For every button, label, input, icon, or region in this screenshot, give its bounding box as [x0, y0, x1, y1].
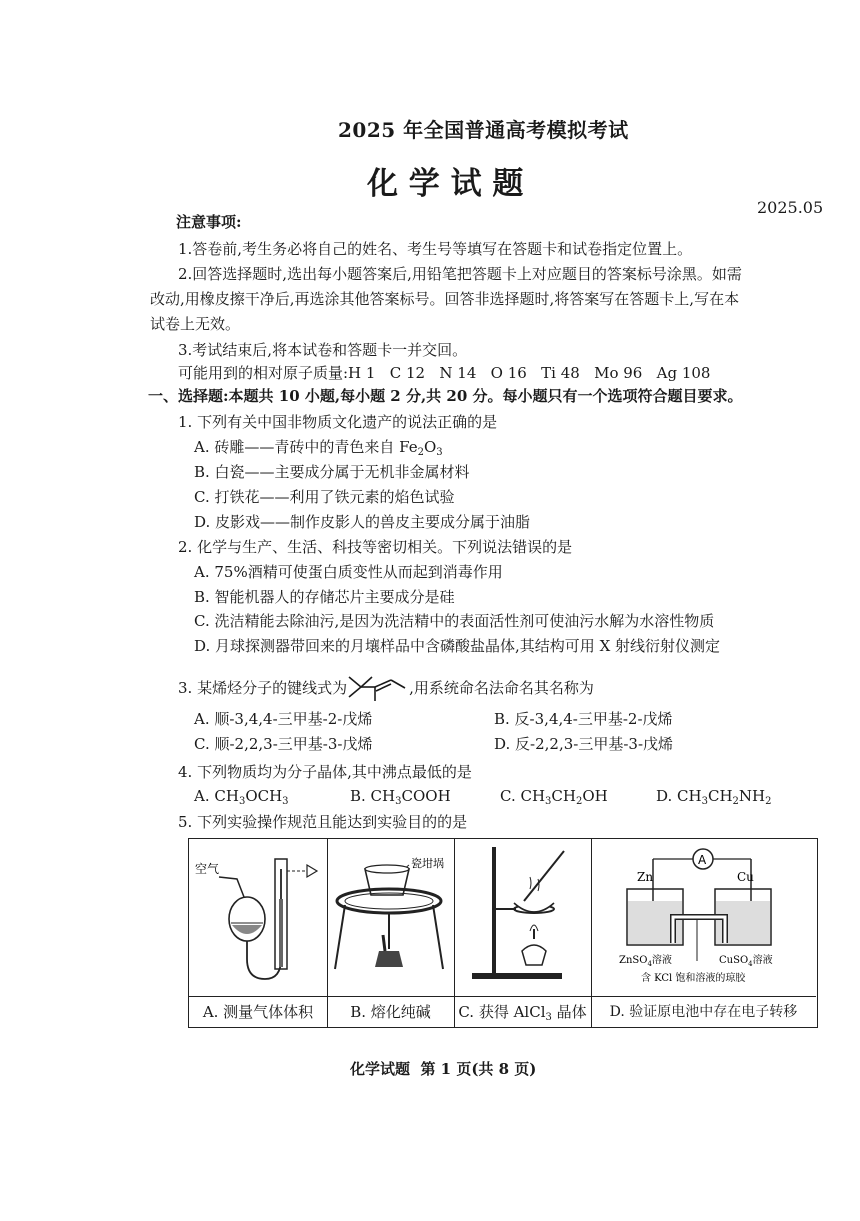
- notice-item-2-line-2: 改动,用橡皮擦干净后,再选涂其他答案标号。回答非选择题时,将答案写在答题卡上,写在本: [150, 290, 740, 308]
- panel-a-label: A. 测量气体体积: [189, 996, 327, 1027]
- notice-item-2-line-1: 2.回答选择题时,选出每小题答案后,用铅笔把答题卡上对应题目的答案标号涂黑。如需: [178, 265, 742, 283]
- notice-item-2-line-3: 试卷上无效。: [150, 315, 241, 333]
- q4-stem: 4. 下列物质均为分子晶体,其中沸点最低的是: [178, 763, 472, 781]
- crucible-heating-illustration: [327, 839, 454, 997]
- q2-option-c: C. 洗洁精能去除油污,是因为洗洁精中的表面活性剂可使油污水解为水溶性物质: [194, 612, 715, 630]
- q2-option-b: B. 智能机器人的存储芯片主要成分是硅: [194, 588, 455, 606]
- atomic-mass-line: 可能用到的相对原子质量:H 1 C 12 N 14 O 16 Ti 48 Mo 96 Ag 108: [178, 364, 711, 382]
- gas-volume-apparatus-illustration: [189, 839, 327, 997]
- section-heading: 一、选择题:本题共 10 小题,每小题 2 分,共 20 分。每小题只有一个选项符合题目要求。: [148, 387, 743, 405]
- notice-heading: 注意事项:: [176, 213, 242, 231]
- air-label: 空气: [195, 862, 220, 876]
- q3-option-c: C. 顺-2,2,3-三甲基-3-戊烯: [194, 735, 373, 753]
- q2-option-a: A. 75%酒精可使蛋白质变性从而起到消毒作用: [194, 563, 503, 581]
- panel-c: [454, 839, 592, 1027]
- alkene-skeletal-formula: [347, 673, 409, 703]
- panel-b-label: B. 熔化纯碱: [327, 996, 454, 1027]
- q3-option-a: A. 顺-3,4,4-三甲基-2-戊烯: [194, 710, 373, 728]
- evaporation-illustration: [454, 839, 591, 997]
- exam-date: 2025.05: [757, 198, 824, 217]
- q4-option-a: A. $CH_3OCH_3$: [194, 787, 289, 807]
- q5-apparatus-table: [188, 838, 818, 1028]
- panel-b: [327, 839, 455, 1027]
- znso4-label: ZnSO$_4$溶液: [619, 955, 672, 968]
- galvanic-cell-illustration: [591, 839, 816, 997]
- crucible-label: 瓷坩埚: [411, 857, 444, 870]
- zn-electrode-label: Zn: [637, 870, 654, 884]
- q1-stem: 1. 下列有关中国非物质文化遗产的说法正确的是: [178, 413, 498, 431]
- cuso4-label: CuSO$_4$溶液: [719, 955, 773, 968]
- panel-d: [591, 839, 816, 1027]
- q2-option-d: D. 月球探测器带回来的月壤样品中含磷酸盐晶体,其结构可用 X 射线衍射仪测定: [194, 637, 721, 655]
- cu-electrode-label: Cu: [737, 870, 754, 884]
- q2-stem: 2. 化学与生产、生活、科技等密切相关。下列说法错误的是: [178, 538, 573, 556]
- q3-stem: 3. 某烯烃分子的键线式为 ,用系统命名法命名其名称为: [178, 673, 594, 703]
- salt-bridge-label: 含 KCl 饱和溶液的琼胶: [641, 973, 746, 984]
- panel-a: [189, 839, 328, 1027]
- notice-item-1: 1.答卷前,考生务必将自己的姓名、考生号等填写在答题卡和试卷指定位置上。: [178, 240, 693, 258]
- q3-option-d: D. 反-2,2,3-三甲基-3-戊烯: [494, 735, 674, 753]
- panel-d-label: D. 验证原电池中存在电子转移: [591, 996, 816, 1027]
- q4-option-d: D. $CH_3CH_2NH_2$: [656, 787, 772, 807]
- q1-option-c: C. 打铁花——利用了铁元素的焰色试验: [194, 488, 455, 506]
- panel-c-label: C. 获得 AlCl$_3$ 晶体: [454, 996, 591, 1027]
- q3-option-b: B. 反-3,4,4-三甲基-2-戊烯: [494, 710, 673, 728]
- q5-stem: 5. 下列实验操作规范且能达到实验目的的是: [178, 813, 468, 831]
- q4-option-b: B. $CH_3COOH$: [350, 787, 451, 807]
- exam-title: 2025 年全国普通高考模拟考试: [338, 118, 629, 142]
- subject-title: 化 学 试 题: [367, 166, 524, 202]
- notice-item-3: 3.考试结束后,将本试卷和答题卡一并交回。: [178, 341, 468, 359]
- q4-option-c: C. $CH_3CH_2OH$: [500, 787, 608, 807]
- q1-option-a: A. 砖雕——青砖中的青色来自 $Fe_2O_3$: [194, 438, 443, 458]
- q1-option-d: D. 皮影戏——制作皮影人的兽皮主要成分属于油脂: [194, 513, 531, 531]
- q1-option-b: B. 白瓷——主要成分属于无机非金属材料: [194, 463, 470, 481]
- ammeter-label: A: [698, 853, 707, 867]
- page-footer: 化学试题 第 1 页(共 8 页): [350, 1060, 537, 1078]
